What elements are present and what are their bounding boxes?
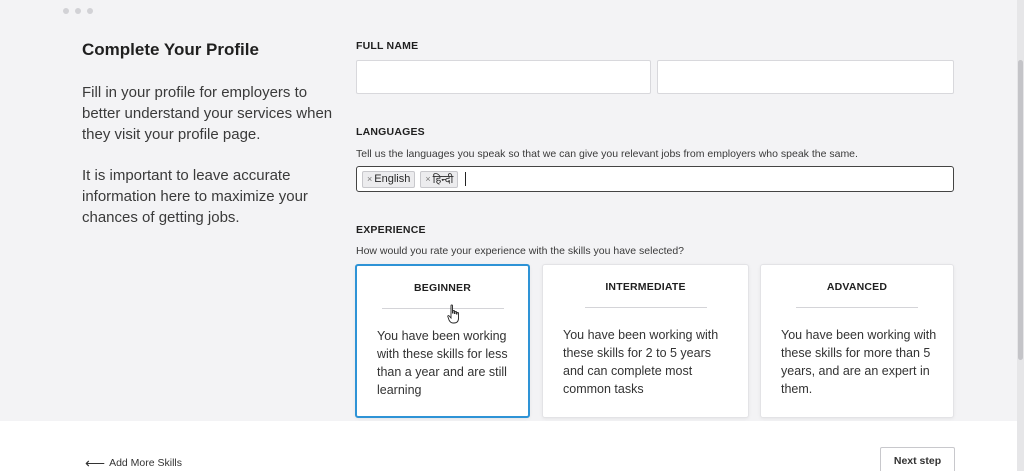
scrollbar-thumb[interactable] (1018, 60, 1023, 360)
full-name-label: FULL NAME (356, 40, 419, 52)
scrollbar[interactable] (1017, 0, 1024, 471)
card-divider (585, 307, 707, 308)
next-step-button[interactable]: Next step (880, 447, 955, 471)
back-arrow-icon: ⟵ (85, 455, 106, 471)
last-name-field[interactable] (657, 60, 954, 94)
card-description: You have been working with these skills for more than 5 years, and are an expert in them. (781, 328, 937, 396)
page-title: Complete Your Profile (82, 40, 259, 59)
window-dots (63, 8, 93, 14)
card-divider (796, 307, 918, 308)
card-title: ADVANCED (826, 281, 888, 293)
languages-input[interactable] (356, 166, 954, 192)
card-description: You have been working with these skills for less than a year and are still learning (377, 329, 508, 397)
experience-card-beginner[interactable] (355, 264, 530, 418)
card-title: INTERMEDIATE (605, 281, 686, 293)
intro-panel (82, 40, 342, 248)
experience-label: EXPERIENCE (356, 224, 426, 236)
remove-tag-icon[interactable]: × (367, 174, 373, 184)
language-tag-label: हिन्दी (432, 173, 454, 186)
languages-hint: Tell us the languages you speak so that we can give you relevant jobs from employers who speak the same. (356, 148, 858, 160)
experience-card-advanced[interactable] (760, 264, 954, 418)
card-description: You have been working with these skills for 2 to 5 years and can complete most common tasks (563, 328, 719, 396)
card-title: BEGINNER (413, 282, 472, 294)
experience-card-intermediate[interactable] (542, 264, 749, 418)
remove-tag-icon[interactable]: × (425, 174, 431, 184)
languages-label: LANGUAGES (356, 126, 425, 138)
language-tag[interactable] (420, 171, 458, 188)
add-more-skills-label: Add More Skills (109, 457, 183, 469)
intro-paragraph-2: It is important to leave accurate information here to maximize your chances of getting jobs. (82, 167, 308, 226)
experience-hint: How would you rate your experience with the skills you have selected? (356, 245, 685, 257)
language-tag-label: English (374, 173, 411, 185)
first-name-field[interactable] (356, 60, 651, 94)
add-more-skills-link[interactable] (85, 457, 182, 469)
text-caret (465, 172, 466, 186)
hand-cursor-icon (447, 304, 461, 324)
intro-paragraph-1: Fill in your profile for employers to better understand your services when they visit your profile page. (82, 84, 333, 143)
language-tag[interactable] (362, 171, 415, 188)
card-divider (382, 308, 504, 309)
